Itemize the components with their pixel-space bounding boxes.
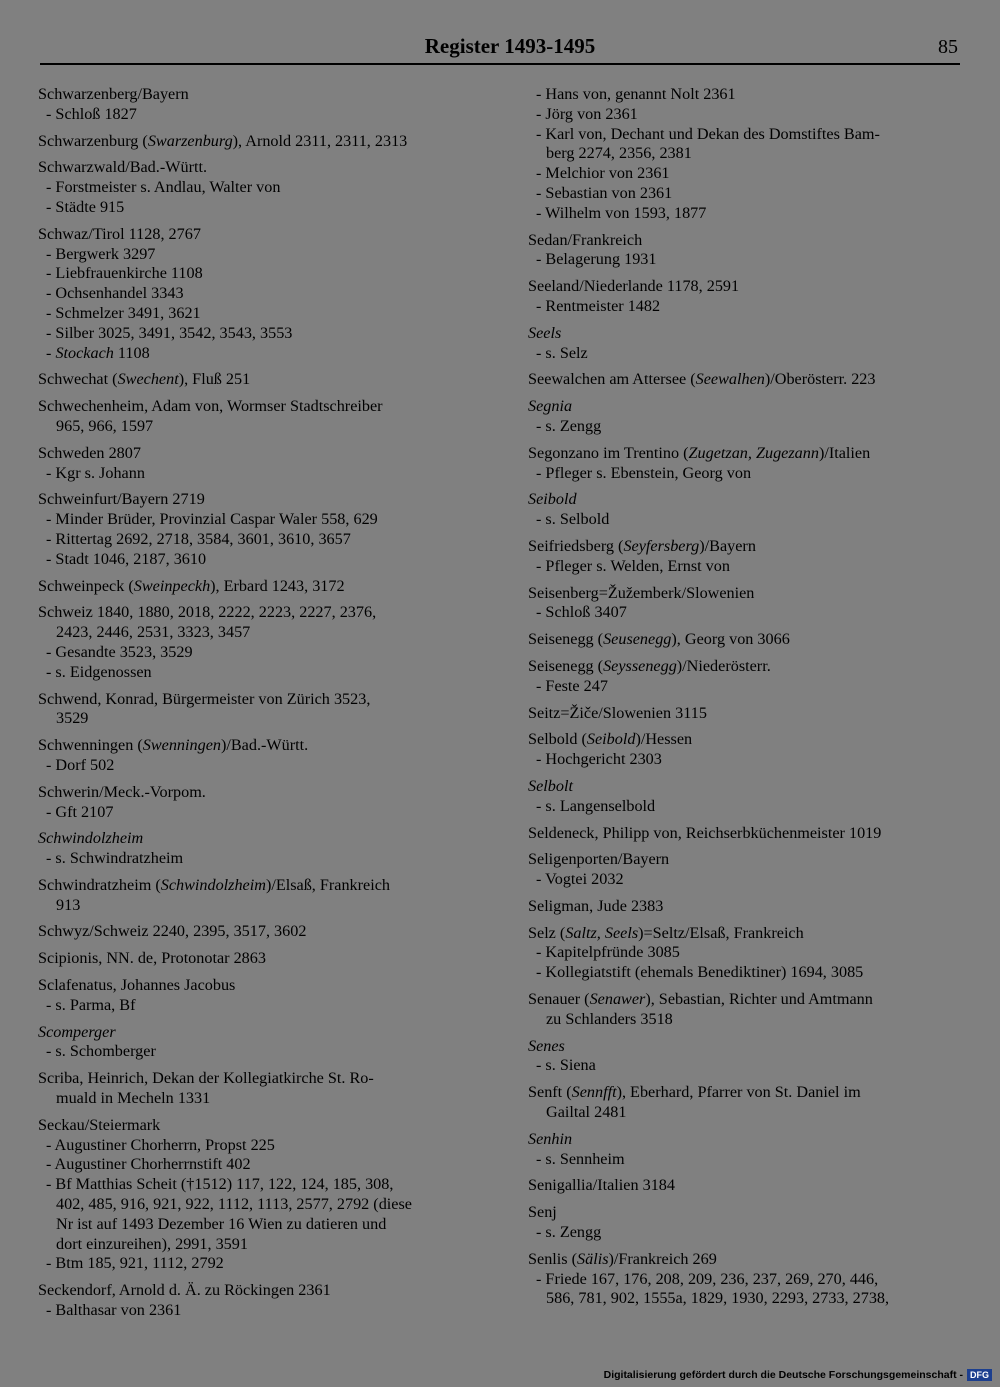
entry-heading: Senauer (Senawer), Sebastian, Richter und Amtmann bbox=[528, 990, 873, 1009]
index-entry bbox=[34, 577, 484, 597]
entry-continuation: 913 bbox=[56, 895, 81, 914]
entry-heading: Scomperger bbox=[38, 1022, 116, 1041]
entry-subitem: - Augustiner Chorherrn, Propst 225 bbox=[46, 1135, 275, 1154]
entry-continuation: 2423, 2446, 2531, 3323, 3457 bbox=[56, 623, 251, 642]
entry-heading: Schweinpeck (Sweinpeckh), Erbard 1243, 3172 bbox=[38, 576, 345, 595]
entry-continuation: zu Schlanders 3518 bbox=[546, 1009, 673, 1028]
entry-subitem: - Gesandte 3523, 3529 bbox=[46, 642, 193, 661]
entry-heading: Schwerin/Meck.-Vorpom. bbox=[38, 782, 206, 801]
index-entry bbox=[524, 85, 964, 224]
entry-subitem: - Jörg von 2361 bbox=[536, 104, 638, 123]
entry-continuation: Gailtal 2481 bbox=[546, 1103, 627, 1122]
entry-heading: Seeland/Niederlande 1178, 2591 bbox=[528, 277, 740, 296]
entry-continuation: 965, 966, 1597 bbox=[56, 416, 154, 435]
entry-heading: Senlis (Sälis)/Frankreich 269 bbox=[528, 1249, 717, 1268]
index-entry bbox=[34, 370, 484, 390]
entry-subitem: - Melchior von 2361 bbox=[536, 164, 670, 183]
entry-subitem: - s. Zengg bbox=[536, 1223, 602, 1242]
index-entry bbox=[524, 777, 964, 817]
entry-subitem: - s. Selz bbox=[536, 343, 588, 362]
entry-heading: Scriba, Heinrich, Dekan der Kollegiatkirche St. Ro- bbox=[38, 1069, 374, 1088]
entry-subitem: - Ochsenhandel 3343 bbox=[46, 284, 184, 303]
index-entry bbox=[524, 584, 964, 624]
entry-subitem: - Hans von, genannt Nolt 2361 bbox=[536, 85, 736, 103]
entry-heading: Seisenegg (Seusenegg), Georg von 3066 bbox=[528, 630, 790, 649]
entry-subitem: - Sebastian von 2361 bbox=[536, 183, 673, 202]
index-entry bbox=[524, 370, 964, 390]
index-entry bbox=[524, 444, 964, 484]
entry-subitem: - Städte 915 bbox=[46, 197, 125, 216]
index-entry bbox=[524, 630, 964, 650]
entry-heading: Seligenporten/Bayern bbox=[528, 850, 670, 869]
entry-heading: Seisenberg=Žužemberk/Slowenien bbox=[528, 583, 755, 602]
entry-subitem: - Schloß 3407 bbox=[536, 603, 627, 622]
entry-subitem: - Rentmeister 1482 bbox=[536, 296, 661, 315]
index-entry bbox=[524, 490, 964, 530]
entry-subitem: - Hochgericht 2303 bbox=[536, 750, 662, 769]
index-entry bbox=[524, 730, 964, 770]
entry-heading: Schwarzenburg (Swarzenburg), Arnold 2311, 2311, 2313 bbox=[38, 131, 408, 150]
entry-subitem: - Belagerung 1931 bbox=[536, 250, 657, 269]
entry-subitem: - Liebfrauenkirche 1108 bbox=[46, 264, 203, 283]
entry-heading: Seifriedsberg (Seyfersberg)/Bayern bbox=[528, 536, 756, 555]
entry-subitem: - Schmelzer 3491, 3621 bbox=[46, 303, 201, 322]
entry-heading: Schwarzenberg/Bayern bbox=[38, 85, 189, 103]
index-entry bbox=[524, 537, 964, 577]
index-entry bbox=[524, 850, 964, 890]
entry-subitem: - Stockach 1108 bbox=[46, 343, 150, 362]
right-column bbox=[524, 85, 964, 1316]
entry-subitem: - s. Langenselbold bbox=[536, 796, 656, 815]
entry-heading: Senhin bbox=[528, 1129, 573, 1148]
entry-heading: Senj bbox=[528, 1203, 557, 1222]
index-entry bbox=[524, 1130, 964, 1170]
index-entry bbox=[524, 324, 964, 364]
index-entry bbox=[34, 783, 484, 823]
entry-heading: Schwindolzheim bbox=[38, 829, 144, 848]
index-entry bbox=[34, 736, 484, 776]
index-entry bbox=[34, 132, 484, 152]
entry-heading: Scipionis, NN. de, Protonotar 2863 bbox=[38, 949, 266, 968]
entry-continuation: 586, 781, 902, 1555a, 1829, 1930, 2293, 2733, 2738, bbox=[546, 1289, 890, 1308]
entry-continuation: berg 2274, 2356, 2381 bbox=[546, 144, 692, 163]
entry-heading: Schwenningen (Swenningen)/Bad.-Württ. bbox=[38, 736, 309, 755]
entry-subitem: - s. Schomberger bbox=[46, 1042, 156, 1061]
footer bbox=[604, 1369, 992, 1381]
entry-heading: Seckau/Steiermark bbox=[38, 1115, 161, 1134]
entry-subitem: - s. Parma, Bf bbox=[46, 995, 136, 1014]
entry-heading: Seibold bbox=[528, 490, 577, 509]
entry-subitem: - Gft 2107 bbox=[46, 802, 114, 821]
index-entry bbox=[524, 824, 964, 844]
left-column bbox=[34, 85, 484, 1328]
entry-subitem: - Kapitelpfründe 3085 bbox=[536, 943, 680, 962]
entry-heading: Senft (Sennfft), Eberhard, Pfarrer von St. Daniel im bbox=[528, 1083, 861, 1102]
entry-heading: Sclafenatus, Johannes Jacobus bbox=[38, 976, 236, 995]
entry-heading: Seitz=Žiče/Slowenien 3115 bbox=[528, 703, 707, 722]
index-entry bbox=[34, 225, 484, 364]
entry-heading: Schweiz 1840, 1880, 2018, 2222, 2223, 2227, 2376, bbox=[38, 603, 377, 622]
entry-subitem: - Feste 247 bbox=[536, 676, 608, 695]
entry-heading: Schwyz/Schweiz 2240, 2395, 3517, 3602 bbox=[38, 922, 307, 941]
entry-subitem: - s. Sennheim bbox=[536, 1149, 625, 1168]
entry-heading: Segnia bbox=[528, 397, 573, 416]
index-entry bbox=[524, 397, 964, 437]
entry-heading: Senes bbox=[528, 1036, 565, 1055]
index-entry bbox=[34, 876, 484, 916]
entry-heading: Schweinfurt/Bayern 2719 bbox=[38, 490, 205, 509]
index-entry bbox=[524, 1250, 964, 1309]
index-entry bbox=[524, 1203, 964, 1243]
entry-subitem: - Schloß 1827 bbox=[46, 104, 137, 123]
entry-subitem: - Pfleger s. Welden, Ernst von bbox=[536, 556, 730, 575]
entry-heading: Selbold (Seibold)/Hessen bbox=[528, 730, 693, 749]
entry-subitem: - s. Selbold bbox=[536, 510, 610, 529]
index-entry bbox=[34, 922, 484, 942]
index-entry bbox=[34, 1069, 484, 1109]
entry-subitem: - Btm 185, 921, 1112, 2792 bbox=[46, 1254, 224, 1273]
index-entry bbox=[524, 1176, 964, 1196]
entry-continuation: Nr ist auf 1493 Dezember 16 Wien zu datieren und bbox=[56, 1214, 387, 1233]
dfg-logo: DFG bbox=[967, 1369, 992, 1381]
entry-continuation: dort einzureihen), 2991, 3591 bbox=[56, 1234, 248, 1253]
page-title: Register 1493-1495 bbox=[424, 34, 596, 58]
entry-subitem: - Forstmeister s. Andlau, Walter von bbox=[46, 178, 281, 197]
entry-heading: Seligman, Jude 2383 bbox=[528, 896, 664, 915]
entry-subitem: - Karl von, Dechant und Dekan des Domstiftes Bam- bbox=[536, 124, 880, 143]
entry-subitem: - Silber 3025, 3491, 3542, 3543, 3553 bbox=[46, 323, 293, 342]
index-entry bbox=[524, 990, 964, 1030]
entry-subitem: - s. Siena bbox=[536, 1056, 596, 1075]
index-entry bbox=[524, 704, 964, 724]
entry-subitem: - s. Schwindratzheim bbox=[46, 849, 184, 868]
entry-subitem: - Vogtei 2032 bbox=[536, 870, 624, 889]
index-entry bbox=[34, 1116, 484, 1274]
index-entry bbox=[34, 976, 484, 1016]
index-entry bbox=[524, 657, 964, 697]
entry-subitem: - Rittertag 2692, 2718, 3584, 3601, 3610, 3657 bbox=[46, 529, 351, 548]
index-entry bbox=[34, 490, 484, 569]
index-entry bbox=[34, 397, 484, 437]
index-entry bbox=[34, 85, 484, 125]
entry-heading: Schwend, Konrad, Bürgermeister von Zürich 3523, bbox=[38, 689, 371, 708]
entry-subitem: - Balthasar von 2361 bbox=[46, 1301, 182, 1320]
entry-subitem: - Dorf 502 bbox=[46, 755, 115, 774]
entry-subitem: - s. Zengg bbox=[536, 416, 602, 435]
entry-subitem: - Bergwerk 3297 bbox=[46, 244, 156, 263]
index-entry bbox=[34, 603, 484, 682]
entry-subitem: - Wilhelm von 1593, 1877 bbox=[536, 203, 707, 222]
header-rule bbox=[40, 63, 960, 65]
index-entry bbox=[524, 1083, 964, 1123]
entry-continuation: 3529 bbox=[56, 709, 89, 728]
index-entry bbox=[34, 158, 484, 217]
index-entry bbox=[34, 1281, 484, 1321]
entry-heading: Selbolt bbox=[528, 776, 573, 795]
entry-heading: Schwechat (Swechent), Fluß 251 bbox=[38, 370, 251, 389]
entry-continuation: muald in Mecheln 1331 bbox=[56, 1089, 211, 1108]
index-entry bbox=[524, 231, 964, 271]
entry-subitem: - Kollegiatstift (ehemals Benediktiner) 1694, 3085 bbox=[536, 963, 864, 982]
entry-heading: Schwindratzheim (Schwindolzheim)/Elsaß, Frankreich bbox=[38, 875, 390, 894]
entry-subitem: - Minder Brüder, Provinzial Caspar Waler 558, 629 bbox=[46, 510, 378, 529]
entry-subitem: - Friede 167, 176, 208, 209, 236, 237, 269, 270, 446, bbox=[536, 1269, 879, 1288]
entry-heading: Seckendorf, Arnold d. Ä. zu Röckingen 2361 bbox=[38, 1281, 331, 1300]
index-entry bbox=[524, 277, 964, 317]
entry-heading: Schweden 2807 bbox=[38, 443, 141, 462]
entry-subitem: - Stadt 1046, 2187, 3610 bbox=[46, 549, 207, 568]
entry-heading: Schwarzwald/Bad.-Württ. bbox=[38, 158, 208, 177]
entry-heading: Seels bbox=[528, 323, 562, 342]
entry-heading: Segonzano im Trentino (Zugetzan, Zugezann)/Italien bbox=[528, 443, 871, 462]
entry-subitem: - Kgr s. Johann bbox=[46, 463, 145, 482]
entry-subitem: - Augustiner Chorherrnstift 402 bbox=[46, 1155, 251, 1174]
entry-heading: Senigallia/Italien 3184 bbox=[528, 1176, 675, 1195]
entry-heading: Sedan/Frankreich bbox=[528, 230, 643, 249]
page-number: 85 bbox=[938, 36, 958, 58]
index-entry bbox=[524, 897, 964, 917]
entry-heading: Seisenegg (Seyssenegg)/Niederösterr. bbox=[528, 656, 771, 675]
index-entry bbox=[34, 444, 484, 484]
entry-heading: Seewalchen am Attersee (Seewalhen)/Oberösterr. 223 bbox=[528, 370, 876, 389]
entry-subitem: - Pfleger s. Ebenstein, Georg von bbox=[536, 463, 752, 482]
entry-heading: Selz (Saltz, Seels)=Seltz/Elsaß, Frankreich bbox=[528, 923, 804, 942]
entry-continuation: 402, 485, 916, 921, 922, 1112, 1113, 2577, 2792 (diese bbox=[56, 1195, 412, 1214]
footer-text: Digitalisierung gefördert durch die Deutsche Forschungsgemeinschaft - bbox=[603, 1369, 963, 1381]
index-entry bbox=[524, 1037, 964, 1077]
entry-heading: Schwaz/Tirol 1128, 2767 bbox=[38, 224, 201, 243]
entry-subitem: - s. Eidgenossen bbox=[46, 662, 152, 681]
index-entry bbox=[34, 829, 484, 869]
index-entry bbox=[34, 690, 484, 730]
index-entry bbox=[524, 924, 964, 983]
entry-heading: Schwechenheim, Adam von, Wormser Stadtschreiber bbox=[38, 397, 383, 416]
entry-subitem: - Bf Matthias Scheit (†1512) 117, 122, 124, 185, 308, bbox=[46, 1175, 394, 1194]
index-entry bbox=[34, 1023, 484, 1063]
index-entry bbox=[34, 949, 484, 969]
entry-heading: Seldeneck, Philipp von, Reichserbküchenmeister 1019 bbox=[528, 823, 882, 842]
